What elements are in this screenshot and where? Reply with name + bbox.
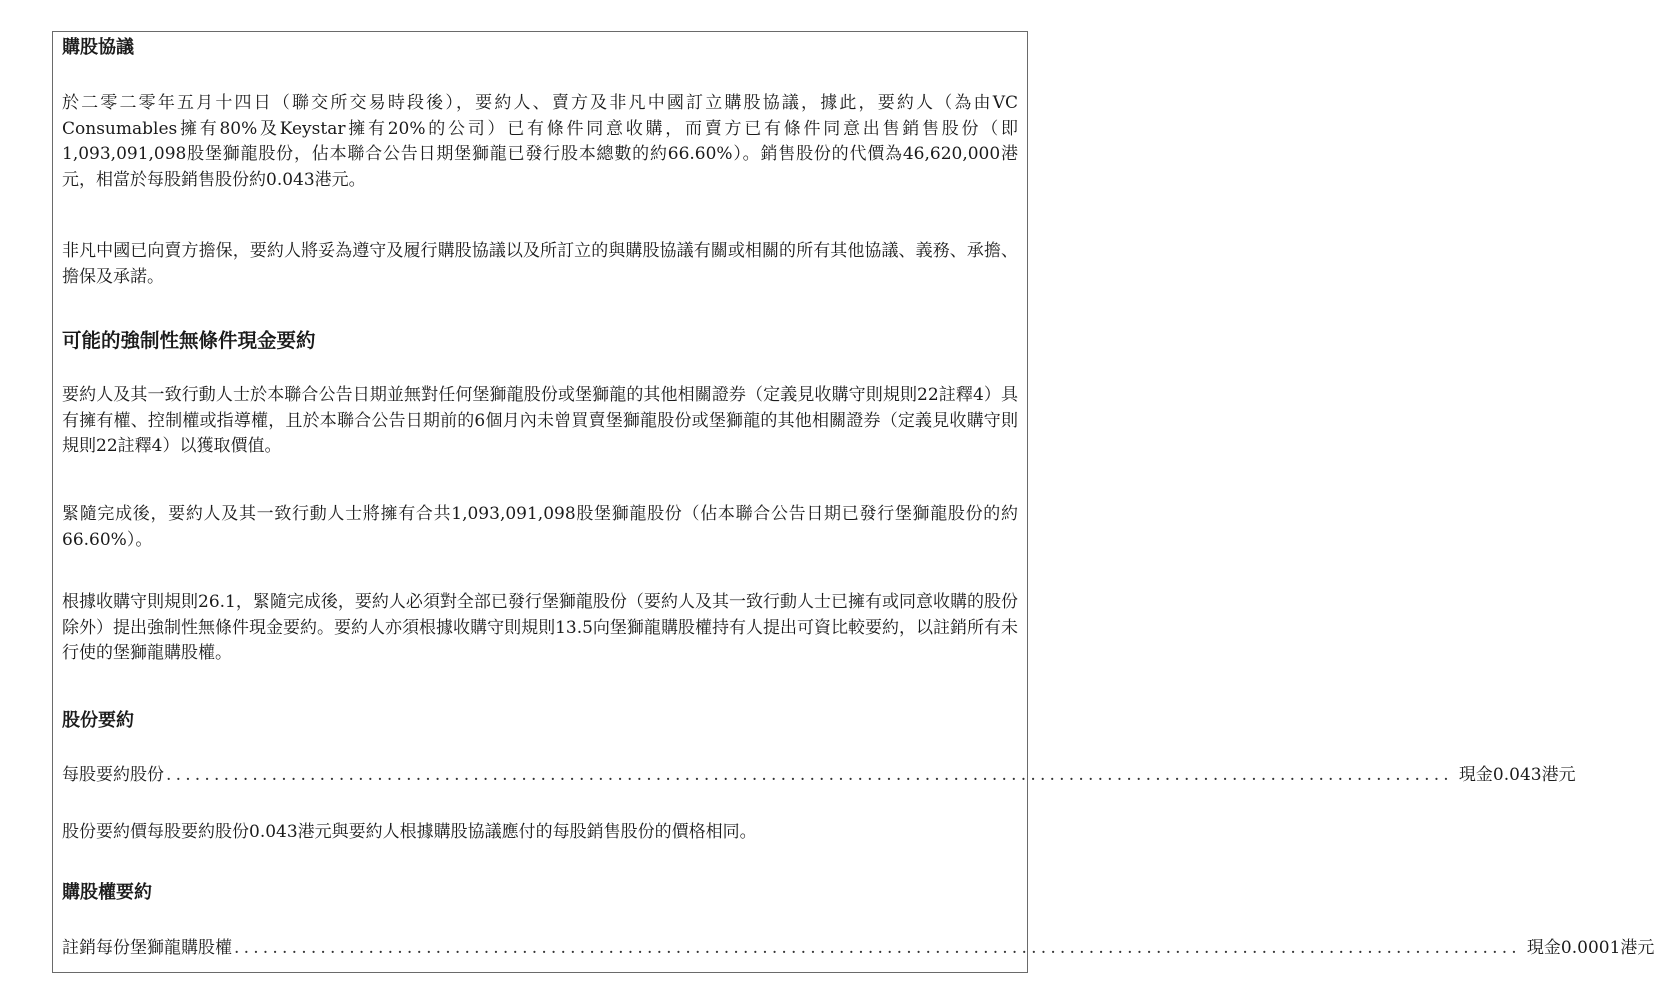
paragraph-share-purchase-1: 於二零二零年五月十四日（聯交所交易時段後），要約人、賣方及非凡中國訂立購股協議，據此，要約人（為由VC Consumables擁有80%及Keystar擁有20%的公司）已有條件同意收購，而賣方已有條件同意出售銷售股份（即1,093,091,098股堡獅龍股份，佔本聯合公告日期堡獅龍已發行股本總數的約66.60%）。銷售股份的代價為46,620,000港元，相當於每股銷售股份約0.043港元。 [62,93,1018,190]
share-offer-row-value: 現金0.043港元 [1458,765,1576,785]
paragraph-mandatory-offer-2: 緊隨完成後，要約人及其一致行動人士將擁有合共1,093,091,098股堡獅龍股份（佔本聯合公告日期已發行堡獅龍股份的約66.60%）。 [62,504,1018,550]
paragraph-mandatory-offer-1: 要約人及其一致行動人士於本聯合公告日期並無對任何堡獅龍股份或堡獅龍的其他相關證券（定義見收購守則規則22註釋4）具有擁有權、控制權或指導權，且於本聯合公告日期前的6個月內未曾買賣堡獅龍股份或堡獅龍的其他相關證券（定義見收購守則規則22註釋4）以獲取價值。 [62,385,1018,456]
option-offer-price-row [62,936,1654,960]
heading-option-offer: 購股權要約 [62,882,152,903]
dot-leader: ...................................................................................................................................... [234,938,1521,958]
option-offer-row-label: 註銷每份堡獅龍購股權 [62,938,232,958]
paragraph-share-purchase-2: 非凡中國已向賣方擔保，要約人將妥為遵守及履行購股協議以及所訂立的與購股協議有關或相關的所有其他協議、義務、承擔、擔保及承諾。 [62,241,1018,287]
paragraph-mandatory-offer-3: 根據收購守則規則26.1，緊隨完成後，要約人必須對全部已發行堡獅龍股份（要約人及其一致行動人士已擁有或同意收購的股份除外）提出強制性無條件現金要約。要約人亦須根據收購守則規則13.5向堡獅龍購股權持有人提出可資比較要約，以註銷所有未行使的堡獅龍購股權。 [62,592,1018,663]
dot-leader: ...................................................................................................................................... [166,765,1453,785]
paragraph-share-offer: 股份要約價每股要約股份0.043港元與要約人根據購股協議應付的每股銷售股份的價格相同。 [62,822,757,842]
share-offer-row-label: 每股要約股份 [62,765,164,785]
document-frame [52,31,1654,973]
share-offer-price-row [62,763,1576,787]
heading-share-offer: 股份要約 [62,710,134,731]
heading-mandatory-offer: 可能的強制性無條件現金要約 [62,329,316,352]
heading-share-purchase-agreement: 購股協議 [62,37,134,58]
option-offer-row-value: 現金0.0001港元 [1526,938,1654,958]
